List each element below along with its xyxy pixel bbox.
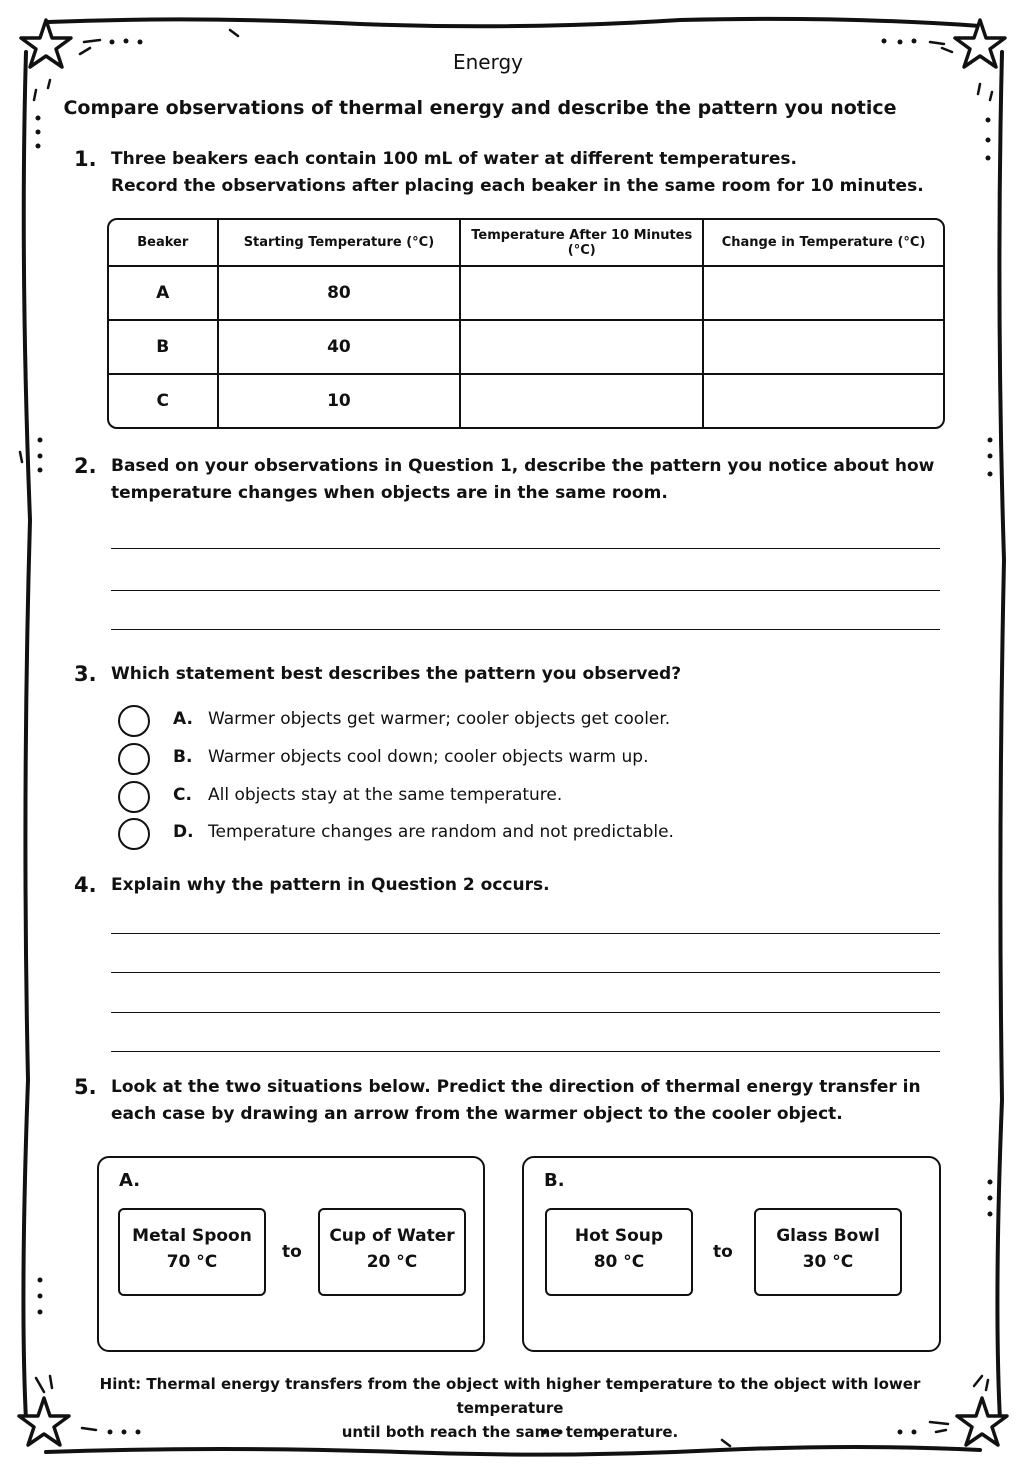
object-name: Glass Bowl: [776, 1226, 880, 1246]
situation-label: A.: [119, 1170, 141, 1191]
question-5-number: 5.: [74, 1075, 97, 1099]
question-4-number: 4.: [74, 873, 97, 897]
table-cell-temperature-after[interactable]: [461, 375, 704, 427]
table-cell-change-in-temperature[interactable]: [704, 321, 943, 375]
table-cell-change-in-temperature[interactable]: [704, 267, 943, 321]
answer-line[interactable]: [111, 629, 940, 630]
hint-line-2: until both reach the same temperature.: [341, 1423, 679, 1441]
hint-line-1: Hint: Thermal energy transfers from the object with higher temperature to the object with lower temperature: [99, 1375, 921, 1417]
option-text: All objects stay at the same temperature.: [208, 785, 563, 805]
situation-a-panel[interactable]: [97, 1156, 485, 1352]
option-letter: B.: [173, 747, 193, 767]
table-cell-starting-temperature: 10: [219, 375, 462, 427]
table-cell-beaker: C: [109, 375, 219, 427]
answer-line[interactable]: [111, 972, 940, 973]
observation-table: [107, 218, 945, 429]
question-4-text: Explain why the pattern in Question 2 occurs.: [111, 875, 550, 895]
answer-line[interactable]: [111, 590, 940, 591]
option-text: Warmer objects cool down; cooler objects warm up.: [208, 747, 649, 767]
table-header-beaker: Beaker: [109, 220, 219, 267]
option-letter: C.: [173, 785, 192, 805]
question-3-number: 3.: [74, 662, 97, 686]
question-1-text: [111, 146, 924, 200]
table-header-starting-temperature: Starting Temperature (°C): [219, 220, 462, 267]
question-5-line-2: each case by drawing an arrow from the warmer object to the cooler object.: [111, 1104, 843, 1124]
question-1-line-1: Three beakers each contain 100 mL of water at different temperatures.: [111, 149, 797, 169]
connector-to: to: [282, 1242, 302, 1262]
table-cell-beaker: B: [109, 321, 219, 375]
answer-line[interactable]: [111, 1051, 940, 1052]
answer-line[interactable]: [111, 933, 940, 934]
question-2-number: 2.: [74, 454, 97, 478]
object-temperature: 30 °C: [802, 1252, 854, 1272]
page-subtitle: Compare observations of thermal energy and describe the pattern you notice: [63, 97, 897, 119]
table-cell-temperature-after[interactable]: [461, 321, 704, 375]
object-name: Metal Spoon: [132, 1226, 252, 1246]
table-header-temperature-after: Temperature After 10 Minutes (°C): [461, 220, 704, 267]
connector-to: to: [713, 1242, 733, 1262]
table-header-row: [109, 220, 943, 267]
table-cell-beaker: A: [109, 267, 219, 321]
question-3-text: Which statement best describes the pattern you observed?: [111, 664, 682, 684]
question-5-line-1: Look at the two situations below. Predict the direction of thermal energy transfer in: [111, 1077, 921, 1097]
situation-label: B.: [544, 1170, 565, 1191]
object-temperature: 20 °C: [366, 1252, 418, 1272]
table-row: [109, 321, 943, 375]
radio-bubble[interactable]: [118, 781, 150, 813]
question-5-text: [111, 1074, 921, 1128]
question-2-line-1: Based on your observations in Question 1, describe the pattern you notice about how: [111, 456, 935, 476]
question-1-line-2: Record the observations after placing each beaker in the same room for 10 minutes.: [111, 176, 924, 196]
object-box-metal-spoon: [118, 1208, 266, 1296]
table-cell-starting-temperature: 80: [219, 267, 462, 321]
table-cell-change-in-temperature[interactable]: [704, 375, 943, 427]
object-temperature: 80 °C: [593, 1252, 645, 1272]
answer-line[interactable]: [111, 548, 940, 549]
table-header-change-in-temperature: Change in Temperature (°C): [704, 220, 943, 267]
page-title: Energy: [452, 50, 524, 74]
hint: [60, 1372, 960, 1444]
object-box-glass-bowl: [754, 1208, 902, 1296]
object-box-hot-soup: [545, 1208, 693, 1296]
radio-bubble[interactable]: [118, 743, 150, 775]
table-row: [109, 375, 943, 427]
object-name: Hot Soup: [574, 1226, 664, 1246]
option-letter: D.: [173, 822, 194, 842]
object-temperature: 70 °C: [166, 1252, 218, 1272]
question-2-line-2: temperature changes when objects are in the same room.: [111, 483, 668, 503]
situation-b-panel[interactable]: [522, 1156, 941, 1352]
option-text: Temperature changes are random and not predictable.: [208, 822, 674, 842]
question-2-text: [111, 453, 934, 507]
table-row: [109, 267, 943, 321]
option-text: Warmer objects get warmer; cooler objects get cooler.: [208, 709, 671, 729]
object-name: Cup of Water: [329, 1226, 455, 1246]
table-cell-temperature-after[interactable]: [461, 267, 704, 321]
table-cell-starting-temperature: 40: [219, 321, 462, 375]
radio-bubble[interactable]: [118, 818, 150, 850]
option-letter: A.: [173, 709, 193, 729]
radio-bubble[interactable]: [118, 705, 150, 737]
object-box-cup-of-water: [318, 1208, 466, 1296]
question-1-number: 1.: [74, 147, 97, 171]
answer-line[interactable]: [111, 1012, 940, 1013]
